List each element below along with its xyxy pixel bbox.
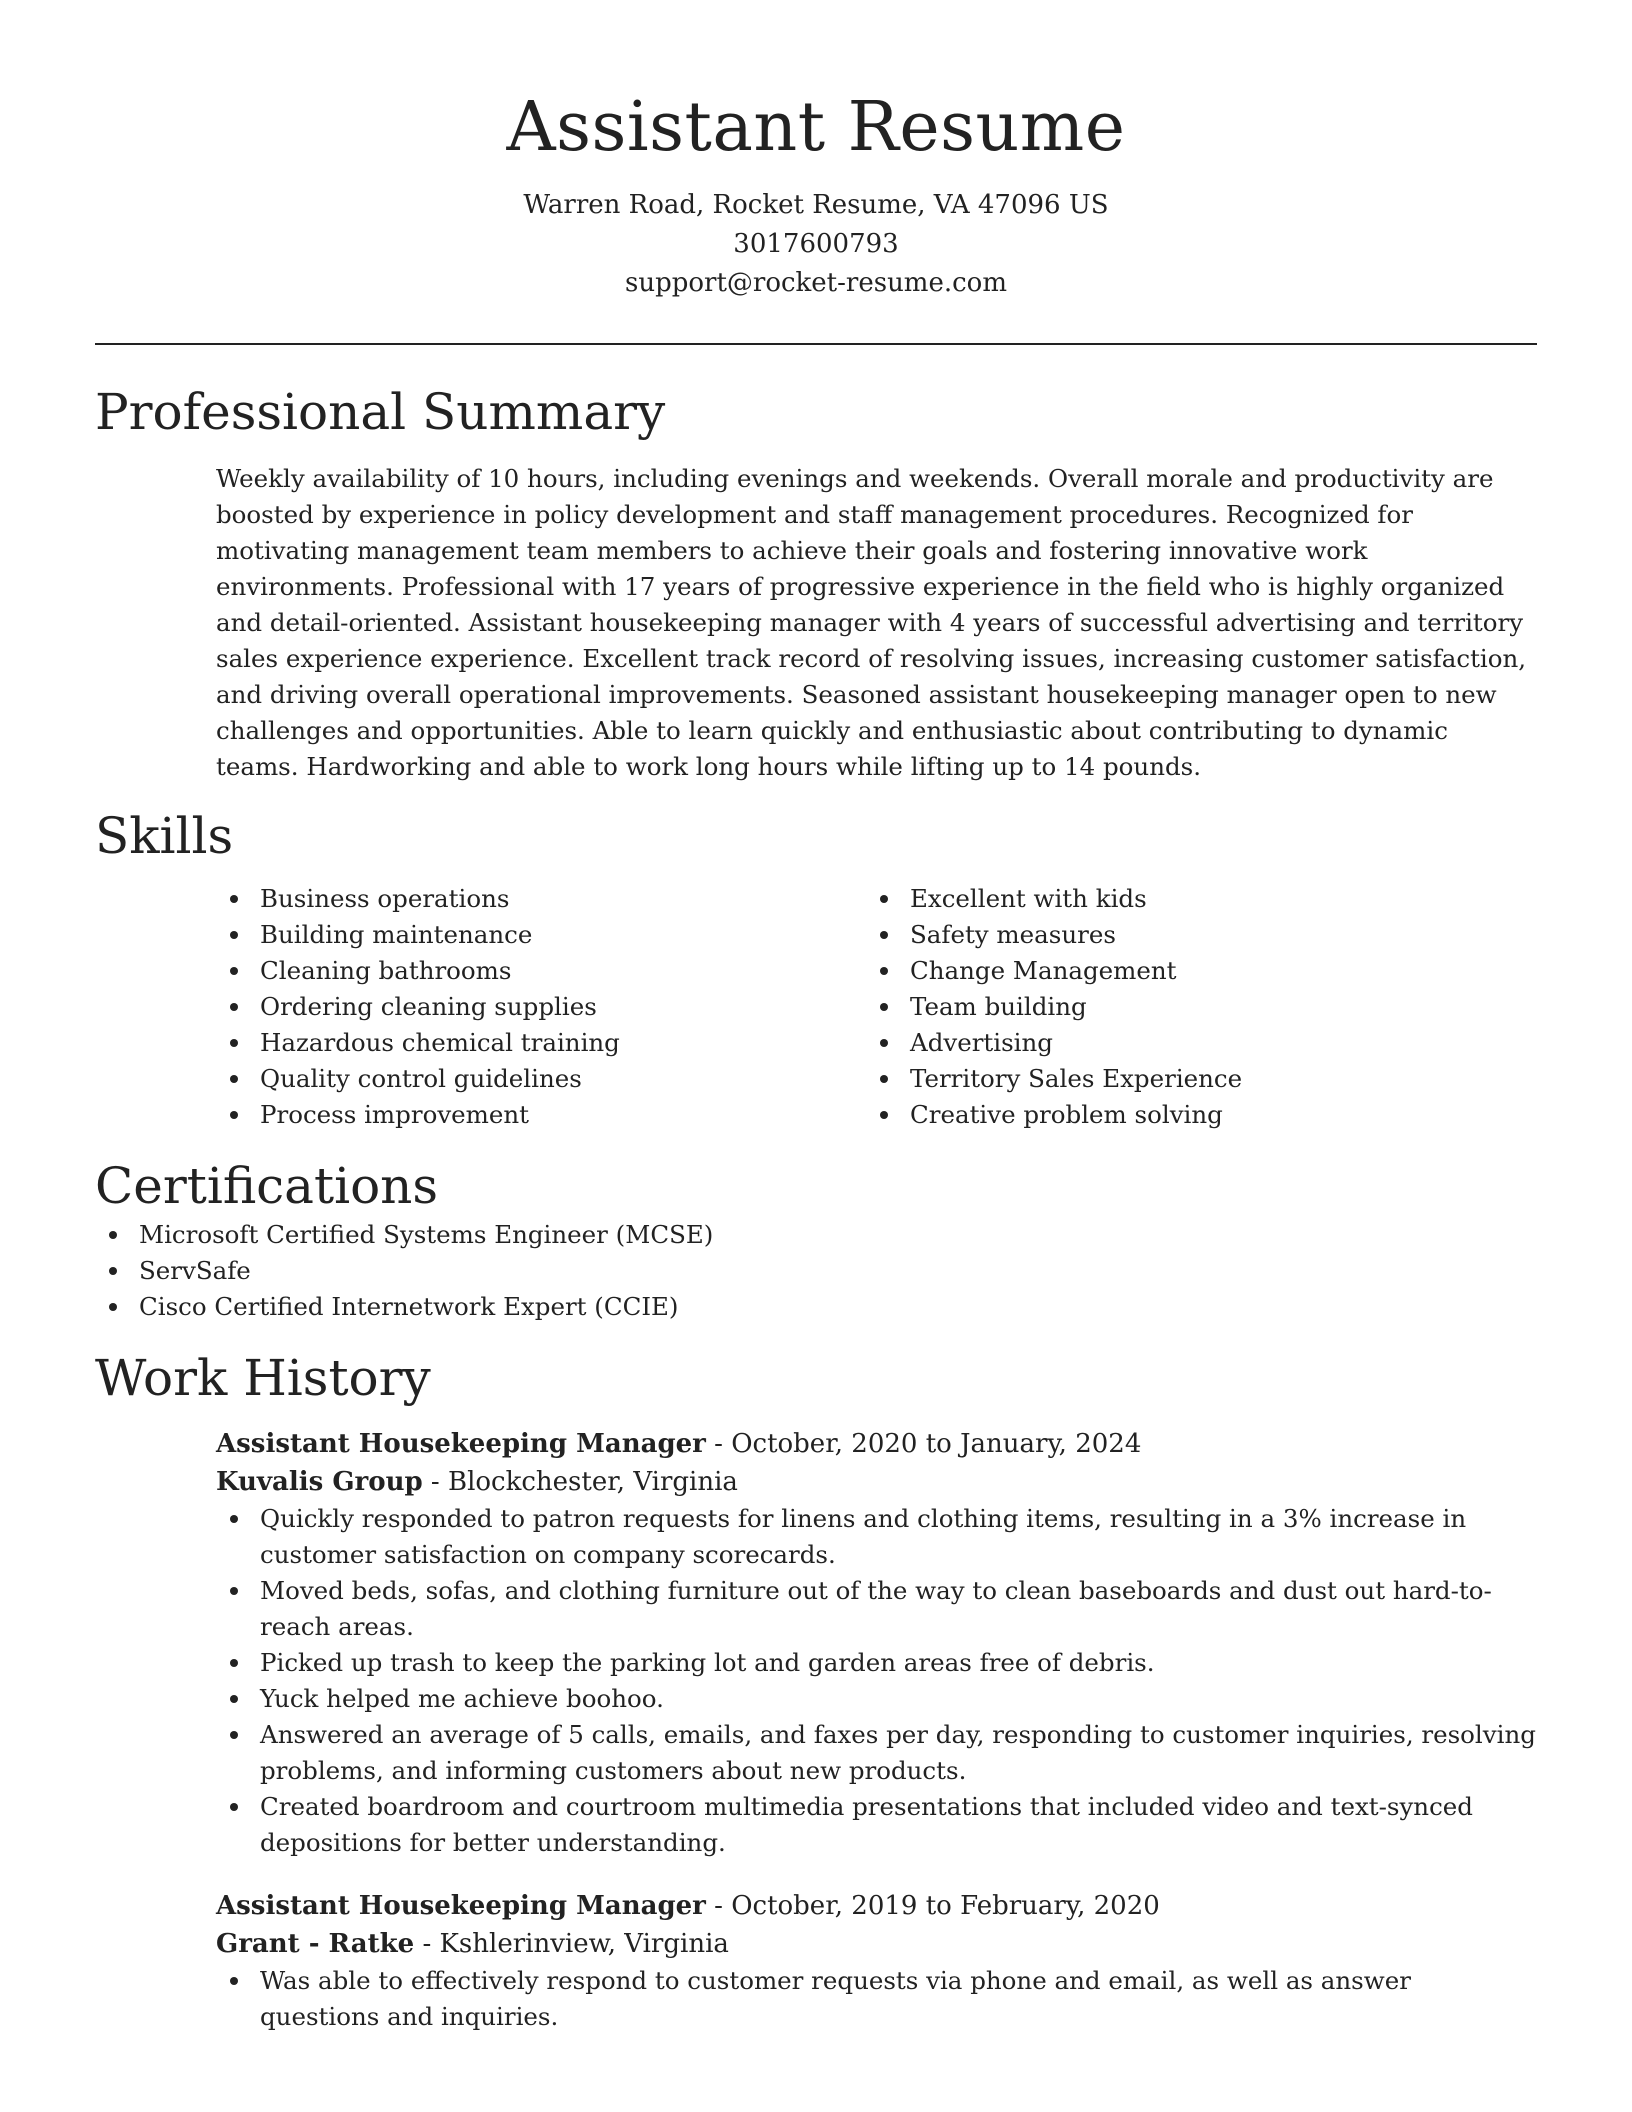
job-bullet: Was able to effectively respond to customer requests via phone and email, as well as answer questions and inquiries. — [260, 1963, 1537, 2035]
skill-item: Territory Sales Experience — [910, 1061, 1466, 1097]
skills-column-right — [866, 881, 1466, 1133]
job-company-line — [216, 1463, 1537, 1501]
job-title-line — [216, 1425, 1537, 1463]
job-bullet-list — [216, 1501, 1537, 1861]
job-dates: - October, 2019 to February, 2020 — [705, 1891, 1160, 1921]
summary-text: Weekly availability of 10 hours, including evenings and weekends. Overall morale and productivity are boosted by experience in policy development and staff management procedures. Recognized for motivating management team members to achieve their goals and fostering innovative work environments. Professional with 17 years of progressive experience in the field who is highly organized and detail-oriented. Assistant housekeeping manager with 4 years of successful advertising and territory sales experience experience. Excellent track record of resolving issues, increasing customer satisfaction, and driving overall operational improvements. Seasoned assistant housekeeping manager open to new challenges and opportunities. Able to learn quickly and enthusiastic about contributing to dynamic teams. Hardworking and able to work long hours while lifting up to 14 pounds. — [216, 464, 1527, 781]
job-bullet: Moved beds, sofas, and clothing furniture out of the way to clean baseboards and dust out hard-to-reach areas. — [260, 1573, 1537, 1645]
skill-item: Hazardous chemical training — [260, 1025, 866, 1061]
skill-item: Change Management — [910, 953, 1466, 989]
job-location: - Blockchester, Virginia — [422, 1467, 738, 1497]
job-bullet: Quickly responded to patron requests for linens and clothing items, resulting in a 3% increase in customer satisfaction on company scorecards. — [260, 1501, 1537, 1573]
job-company-line — [216, 1925, 1537, 1963]
job-entry — [216, 1425, 1537, 1861]
skills-columns — [216, 881, 1537, 1133]
skill-item: Creative problem solving — [910, 1097, 1466, 1133]
resume-title: Assistant Resume — [506, 88, 1126, 167]
job-entry — [216, 1887, 1537, 2035]
resume-page — [95, 0, 1537, 2035]
skill-item: Building maintenance — [260, 917, 866, 953]
skill-item: Cleaning bathrooms — [260, 953, 866, 989]
contact-address: Warren Road, Rocket Resume, VA 47096 US — [523, 190, 1109, 220]
job-bullet: Answered an average of 5 calls, emails, and faxes per day, responding to customer inquiries, resolving problems, and informing customers about new products. — [260, 1717, 1537, 1789]
job-title-line — [216, 1887, 1537, 1925]
certification-item: Microsoft Certified Systems Engineer (MCSE) — [139, 1217, 1537, 1253]
header-divider — [95, 343, 1537, 345]
skills-heading: Skills — [95, 807, 234, 865]
certifications-list — [95, 1217, 1537, 1325]
skill-item: Excellent with kids — [910, 881, 1466, 917]
job-title: Assistant Housekeeping Manager — [216, 1429, 706, 1459]
skill-item: Ordering cleaning supplies — [260, 989, 866, 1025]
skills-column-left — [216, 881, 866, 1133]
job-bullet: Created boardroom and courtroom multimedia presentations that included video and text-synced depositions for better understanding. — [260, 1789, 1537, 1861]
contact-block — [95, 186, 1537, 303]
skill-item: Safety measures — [910, 917, 1466, 953]
work-history-heading: Work History — [95, 1349, 431, 1407]
skill-item: Advertising — [910, 1025, 1466, 1061]
skill-item: Process improvement — [260, 1097, 866, 1133]
contact-email: support@rocket-resume.com — [624, 268, 1007, 298]
job-dates: - October, 2020 to January, 2024 — [705, 1429, 1142, 1459]
job-title: Assistant Housekeeping Manager — [216, 1891, 706, 1921]
job-bullet: Yuck helped me achieve boohoo. — [260, 1681, 1537, 1717]
job-bullet-list — [216, 1963, 1537, 2035]
job-location: - Kshlerinview, Virginia — [414, 1929, 729, 1959]
certification-item: ServSafe — [139, 1253, 1537, 1289]
contact-phone: 3017600793 — [733, 229, 899, 259]
job-company: Grant - Ratke — [216, 1929, 415, 1959]
job-bullet: Picked up trash to keep the parking lot and garden areas free of debris. — [260, 1645, 1537, 1681]
skill-item: Team building — [910, 989, 1466, 1025]
skills-list-right — [866, 881, 1466, 1133]
skills-list-left — [216, 881, 866, 1133]
skill-item: Quality control guidelines — [260, 1061, 866, 1097]
certification-item: Cisco Certified Internetwork Expert (CCIE) — [139, 1289, 1537, 1325]
certifications-heading: Certifications — [95, 1157, 439, 1215]
skill-item: Business operations — [260, 881, 866, 917]
job-company: Kuvalis Group — [216, 1467, 423, 1497]
summary-heading: Professional Summary — [95, 383, 666, 441]
